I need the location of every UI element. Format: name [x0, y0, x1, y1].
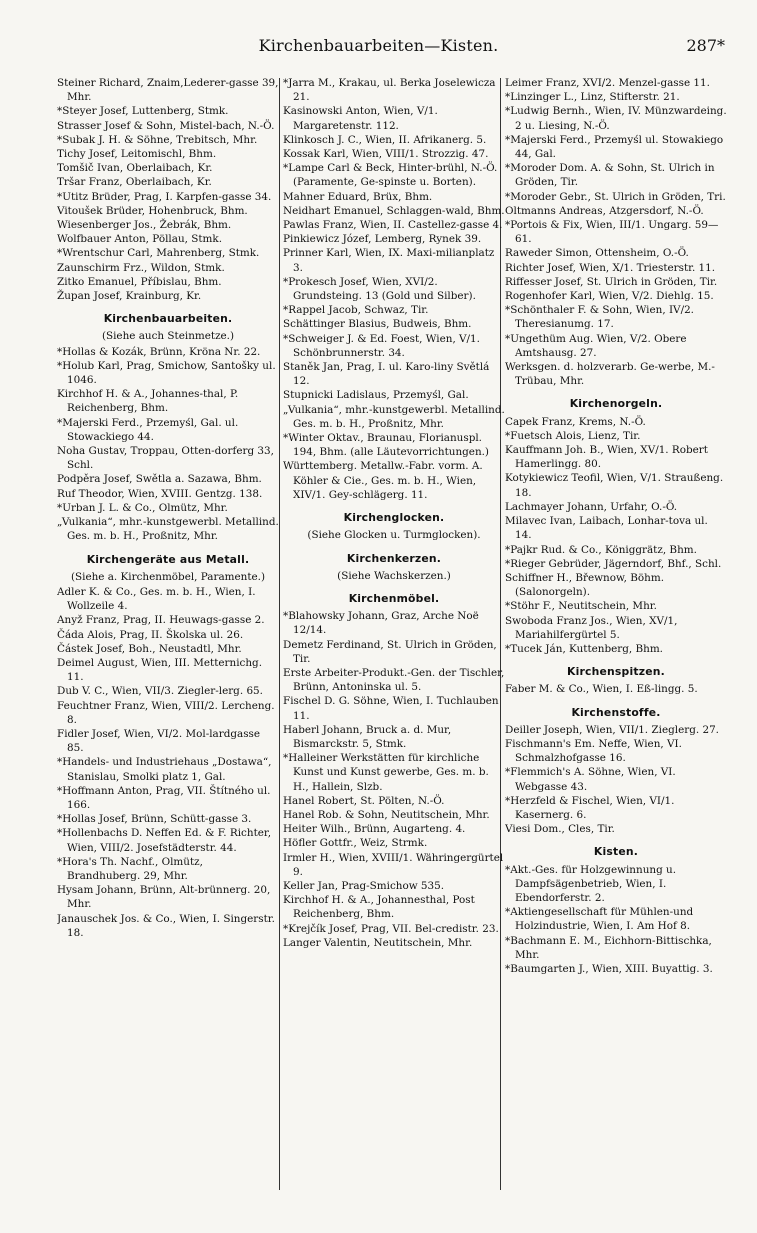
directory-entry: *Stöhr F., Neutitschein, Mhr.	[505, 600, 657, 613]
directory-entry: Zaunschirm Frz., Wildon, Stmk.	[57, 261, 225, 274]
directory-entry: *Akt.-Ges. für Holzgewinnung u. Dampfsägenbetrieb, Wien, I. Ebendorferstr. 2.	[505, 863, 677, 904]
running-title: Kirchenbauarbeiten—Kisten.	[258, 36, 499, 55]
column-left	[57, 76, 279, 1226]
directory-entry: *Steyer Josef, Luttenberg, Stmk.	[57, 105, 229, 118]
directory-entry: *Urban J. L. & Co., Olmütz, Mhr.	[57, 501, 228, 514]
directory-entry: Mahner Eduard, Brüx, Bhm.	[283, 190, 433, 203]
directory-entry: Lachmayer Johann, Urfahr, O.-Ö.	[505, 500, 678, 513]
directory-entry: Pinkiewicz Józef, Lemberg, Rynek 39.	[283, 233, 482, 246]
directory-entry: *Moroder Dom. A. & Sohn, St. Ulrich in Gröden, Tir.	[505, 162, 715, 189]
directory-entry: *Pajkr Rud. & Co., Königgrätz, Bhm.	[505, 543, 697, 556]
directory-entry: Vitoušek Brüder, Hohenbruck, Bhm.	[57, 204, 248, 217]
directory-entry: Rogenhofer Karl, Wien, V/2. Diehlg. 15.	[505, 290, 714, 303]
directory-entry: Demetz Ferdinand, St. Ulrich in Gröden, Tir.	[283, 638, 497, 665]
directory-entry: Strasser Josef & Sohn, Mistel-bach, N.-Ö.	[57, 119, 275, 132]
directory-entry: Hysam Johann, Brünn, Alt-brünnerg. 20, Mhr.	[57, 884, 271, 911]
directory-entry: Hanel Rob. & Sohn, Neutitschein, Mhr.	[283, 808, 490, 821]
directory-entry: Swoboda Franz Jos., Wien, XV/1, Mariahilfergürtel 5.	[505, 614, 678, 641]
section-heading: Kirchenkerzen.	[346, 551, 442, 565]
directory-entry: Kasinowski Anton, Wien, V/1. Margaretenstr. 112.	[283, 105, 438, 132]
section-heading: Kirchenglocken.	[343, 511, 445, 525]
cross-reference-note: (Siehe Wachskerzen.)	[337, 569, 451, 582]
directory-entry: Richter Josef, Wien, X/1. Triesterstr. 11.	[505, 261, 716, 274]
directory-entry: Prinner Karl, Wien, IX. Maxi-milianplatz 3.	[283, 247, 495, 274]
column-rule	[279, 78, 280, 1190]
directory-entry: Hanel Robert, St. Pölten, N.-Ö.	[283, 794, 445, 807]
directory-entry: Wiesenberger Jos., Žebrák, Bhm.	[57, 219, 232, 232]
directory-entry: Anyž Franz, Prag, II. Heuwags-gasse 2.	[57, 614, 265, 627]
directory-entry: Částek Josef, Boh., Neustadtl, Mhr.	[57, 642, 242, 655]
directory-entry: *Flemmich's A. Söhne, Wien, VI. Webgasse 43.	[505, 766, 676, 793]
directory-entry: *Jarra M., Krakau, ul. Berka Joselewicza 21.	[283, 77, 496, 104]
directory-entry: *Hollas Josef, Brünn, Schütt-gasse 3.	[57, 813, 252, 826]
directory-entry: *Krejčík Josef, Prag, VII. Bel-credistr. 23.	[283, 922, 499, 935]
directory-entry: Milavec Ivan, Laibach, Lonhar-tova ul. 14.	[505, 515, 708, 542]
directory-entry: „Vulkania“, mhr.-kunstgewerbl. Metallind. Ges. m. b. H., Proßnitz, Mhr.	[57, 516, 279, 543]
directory-entry: *Majerski Ferd., Przemyśl, Gal. ul. Stowackiego 44.	[57, 416, 239, 443]
directory-entry: Pawlas Franz, Wien, II. Castellez-gasse 4.	[283, 219, 503, 232]
directory-entry: Podpěra Josef, Swětla a. Sazawa, Bhm.	[57, 473, 262, 486]
directory-entry: *Hollas & Kozák, Brünn, Kröna Nr. 22.	[57, 345, 261, 358]
directory-entry: Čáda Alois, Prag, II. Školska ul. 26.	[57, 628, 244, 641]
directory-entry: Dub V. C., Wien, VII/3. Ziegler-lerg. 65.	[57, 685, 263, 698]
directory-entry: Feuchtner Franz, Wien, VIII/2. Lercheng. 8.	[57, 699, 275, 726]
directory-entry: Erste Arbeiter-Produkt.-Gen. der Tischler, Brünn, Antoninska ul. 5.	[283, 666, 505, 694]
directory-entry: Viesi Dom., Cles, Tir.	[505, 823, 615, 836]
directory-entry: *Bachmann E. M., Eichhorn-Bittischka, Mhr.	[505, 934, 712, 961]
directory-entry: *Moroder Gebr., St. Ulrich in Gröden, Tri.	[505, 190, 726, 203]
directory-entry: *Portois & Fix, Wien, III/1. Ungarg. 59—61.	[505, 219, 719, 246]
directory-entry: Staněk Jan, Prag, I. ul. Karo-liny Světlá 12.	[283, 361, 490, 388]
directory-entry: Janauschek Jos. & Co., Wien, I. Singerstr. 18.	[57, 912, 275, 939]
directory-entry: Tomšič Ivan, Oberlaibach, Kr.	[57, 162, 213, 175]
directory-entry: *Halleiner Werkstätten für kirchliche Kunst und Kunst gewerbe, Ges. m. b. H., Hallein, Slzb.	[283, 752, 489, 793]
directory-entry: Wolfbauer Anton, Pöllau, Stmk.	[57, 233, 222, 246]
directory-entry: Neidhart Emanuel, Schlaggen-wald, Bhm.	[283, 204, 505, 217]
section-heading: Kirchengeräte aus Metall.	[86, 552, 250, 566]
directory-entry: Tršar Franz, Oberlaibach, Kr.	[57, 176, 212, 189]
page-header	[0, 34, 757, 60]
directory-entry: *Lampe Carl & Beck, Hinter-brühl, N.-Ö. (Paramente, Ge-spinste u. Borten).	[283, 162, 498, 189]
directory-entry: *Linzinger L., Linz, Stifterstr. 21.	[505, 91, 680, 104]
directory-entry: Kauffmann Joh. B., Wien, XV/1. Robert Hamerlingg. 80.	[505, 444, 708, 471]
directory-entry: *Wrentschur Carl, Mahrenberg, Stmk.	[57, 247, 260, 260]
directory-entry: Höfler Gottfr., Weiz, Strmk.	[283, 837, 428, 850]
cross-reference-note: (Siehe a. Kirchenmöbel, Paramente.)	[70, 570, 266, 583]
section-heading: Kirchenspitzen.	[567, 665, 665, 679]
directory-entry: *Utitz Brüder, Prag, I. Karpfen-gasse 34.	[57, 190, 272, 203]
directory-entry: Riffesser Josef, St. Ulrich in Gröden, Tir.	[505, 275, 718, 288]
directory-entry: Schättinger Blasius, Budweis, Bhm.	[283, 318, 472, 331]
section-heading: Kirchenbauarbeiten.	[103, 312, 233, 326]
directory-entry: Kirchhof H. & A., Johannes-thal, P. Reichenberg, Bhm.	[57, 388, 239, 415]
directory-entry: *Rieger Gebrüder, Jägerndorf, Bhf., Schl.	[505, 557, 722, 570]
directory-entry: Haberl Johann, Bruck a. d. Mur, Bismarckstr. 5, Stmk.	[283, 723, 452, 750]
directory-entry: *Herzfeld & Fischel, Wien, VI/1. Kasernerg. 6.	[505, 794, 675, 821]
cross-reference-note: (Siehe auch Steinmetze.)	[101, 330, 235, 343]
directory-entry: *Handels- und Industriehaus „Dostawa“, Stanislau, Smolki platz 1, Gal.	[57, 756, 272, 783]
directory-entry: *Schweiger J. & Ed. Foest, Wien, V/1. Schönbrunnerstr. 34.	[283, 332, 480, 359]
directory-entry: *Subak J. H. & Söhne, Trebitsch, Mhr.	[57, 133, 258, 146]
directory-entry: Zitko Emanuel, Příbislau, Bhm.	[57, 275, 222, 288]
directory-entry: *Hoffmann Anton, Prag, VII. Štítného ul. 166.	[57, 784, 271, 811]
directory-entry: Fischmann's Em. Neffe, Wien, VI. Schmalzhofgasse 16.	[505, 737, 682, 765]
column-right	[505, 76, 727, 1226]
directory-entry: *Ungethüm Aug. Wien, V/2. Obere Amtshausg. 27.	[505, 332, 687, 359]
directory-entry: *Fuetsch Alois, Lienz, Tir.	[505, 429, 641, 442]
directory-entry: Fischel D. G. Söhne, Wien, I. Tuchlauben 11.	[283, 695, 499, 722]
page-number: 287*	[686, 36, 725, 55]
directory-entry: Werksgen. d. holzverarb. Ge-werbe, M.-Trübau, Mhr.	[505, 361, 715, 388]
directory-entry: Kirchhof H. & A., Johannesthal, Post Reichenberg, Bhm.	[283, 894, 475, 921]
directory-entry: Capek Franz, Krems, N.-Ö.	[505, 415, 646, 428]
directory-entry: Schiffner H., Břewnow, Böhm. (Salonorgeln).	[505, 571, 665, 599]
directory-entry: Raweder Simon, Ottensheim, O.-Ö.	[505, 247, 689, 260]
directory-entry: Deimel August, Wien, III. Metternichg. 11.	[57, 656, 263, 684]
directory-entry: Heiter Wilh., Brünn, Augarteng. 4.	[283, 823, 466, 836]
directory-entry: Ruf Theodor, Wien, XVIII. Gentzg. 138.	[57, 487, 263, 500]
cross-reference-note: (Siehe Glocken u. Turmglocken).	[307, 529, 481, 542]
directory-entry: *Hollenbachs D. Neffen Ed. & F. Richter, Wien, VIII/2. Josefstädterstr. 44.	[57, 827, 272, 854]
directory-entry: *Schönthaler F. & Sohn, Wien, IV/2. Theresianumg. 17.	[505, 304, 694, 331]
directory-entry: Župan Josef, Krainburg, Kr.	[57, 290, 202, 303]
directory-entry: Leimer Franz, XVI/2. Menzel-gasse 11.	[505, 77, 710, 89]
directory-entry: *Blahowsky Johann, Graz, Arche Noë 12/14.	[283, 610, 479, 637]
section-heading: Kirchenmöbel.	[348, 591, 440, 605]
directory-entry: *Aktiengesellschaft für Mühlen-und Holzindustrie, Wien, I. Am Hof 8.	[505, 906, 694, 933]
directory-entry: Noha Gustav, Troppau, Otten-dorferg 33, Schl.	[57, 445, 274, 472]
directory-entry: *Prokesch Josef, Wien, XVI/2. Grundsteing. 13 (Gold und Silber).	[283, 275, 476, 303]
section-heading: Kirchenstoffe.	[571, 705, 661, 719]
directory-entry: *Tucek Ján, Kuttenberg, Bhm.	[505, 642, 663, 655]
directory-entry: *Baumgarten J., Wien, XIII. Buyattig. 3.	[505, 962, 713, 975]
directory-entry: Langer Valentin, Neutitschein, Mhr.	[283, 936, 473, 949]
directory-entry: Württemberg. Metallw.-Fabr. vorm. A. Köhler & Cie., Ges. m. b. H., Wien, XIV/1. Gey-schlägerg. 11.	[283, 460, 483, 501]
directory-entry: Adler K. & Co., Ges. m. b. H., Wien, I. Wollzeile 4.	[57, 585, 256, 613]
directory-entry: *Ludwig Bernh., Wien, IV. Münzwardeing. 2 u. Liesing, N.-Ö.	[505, 105, 727, 132]
directory-entry: *Winter Oktav., Braunau, Florianuspl. 194, Bhm. (alle Läutevorrichtungen.)	[283, 432, 489, 459]
section-heading: Kirchenorgeln.	[569, 397, 663, 411]
directory-entry: Keller Jan, Prag-Smichow 535.	[283, 879, 445, 892]
directory-entry: Kossak Karl, Wien, VIII/1. Strozzig. 47.	[283, 148, 489, 161]
directory-entry: Steiner Richard, Znaim,Lederer-gasse 39, Mhr.	[57, 77, 279, 104]
directory-entry: Klinkosch J. C., Wien, II. Afrikanerg. 5.	[283, 133, 487, 146]
directory-entry: *Holub Karl, Prag, Smichow, Santošky ul. 1046.	[57, 359, 276, 387]
directory-entry: *Majerski Ferd., Przemyśl ul. Stowakiego 44, Gal.	[505, 133, 724, 161]
directory-entry: *Hora's Th. Nachf., Olmütz, Brandhuberg. 29, Mhr.	[57, 855, 203, 882]
directory-entry: Fidler Josef, Wien, VI/2. Mol-lardgasse 85.	[57, 727, 261, 755]
directory-entry: Irmler H., Wien, XVIII/1. Währingergürtel 9.	[283, 851, 504, 878]
section-heading: Kisten.	[593, 845, 639, 859]
directory-entry: Tichy Josef, Leitomischl, Bhm.	[57, 148, 217, 161]
directory-entry: „Vulkania“, mhr.-kunstgewerbl. Metallind. Ges. m. b. H., Proßnitz, Mhr.	[283, 403, 505, 430]
column-middle	[283, 76, 505, 1226]
directory-entry: Stupnicki Ladislaus, Przemyśl, Gal.	[283, 389, 469, 402]
directory-entry: Faber M. & Co., Wien, I. Eß-lingg. 5.	[505, 683, 698, 696]
directory-entry: Deiller Joseph, Wien, VII/1. Zieglerg. 27.	[505, 723, 719, 736]
directory-entry: Oltmanns Andreas, Atzgersdorf, N.-Ö.	[505, 204, 704, 217]
directory-entry: *Rappel Jacob, Schwaz, Tir.	[283, 304, 429, 317]
directory-entry: Kotykiewicz Teofil, Wien, V/1. Straußeng. 18.	[505, 472, 724, 499]
